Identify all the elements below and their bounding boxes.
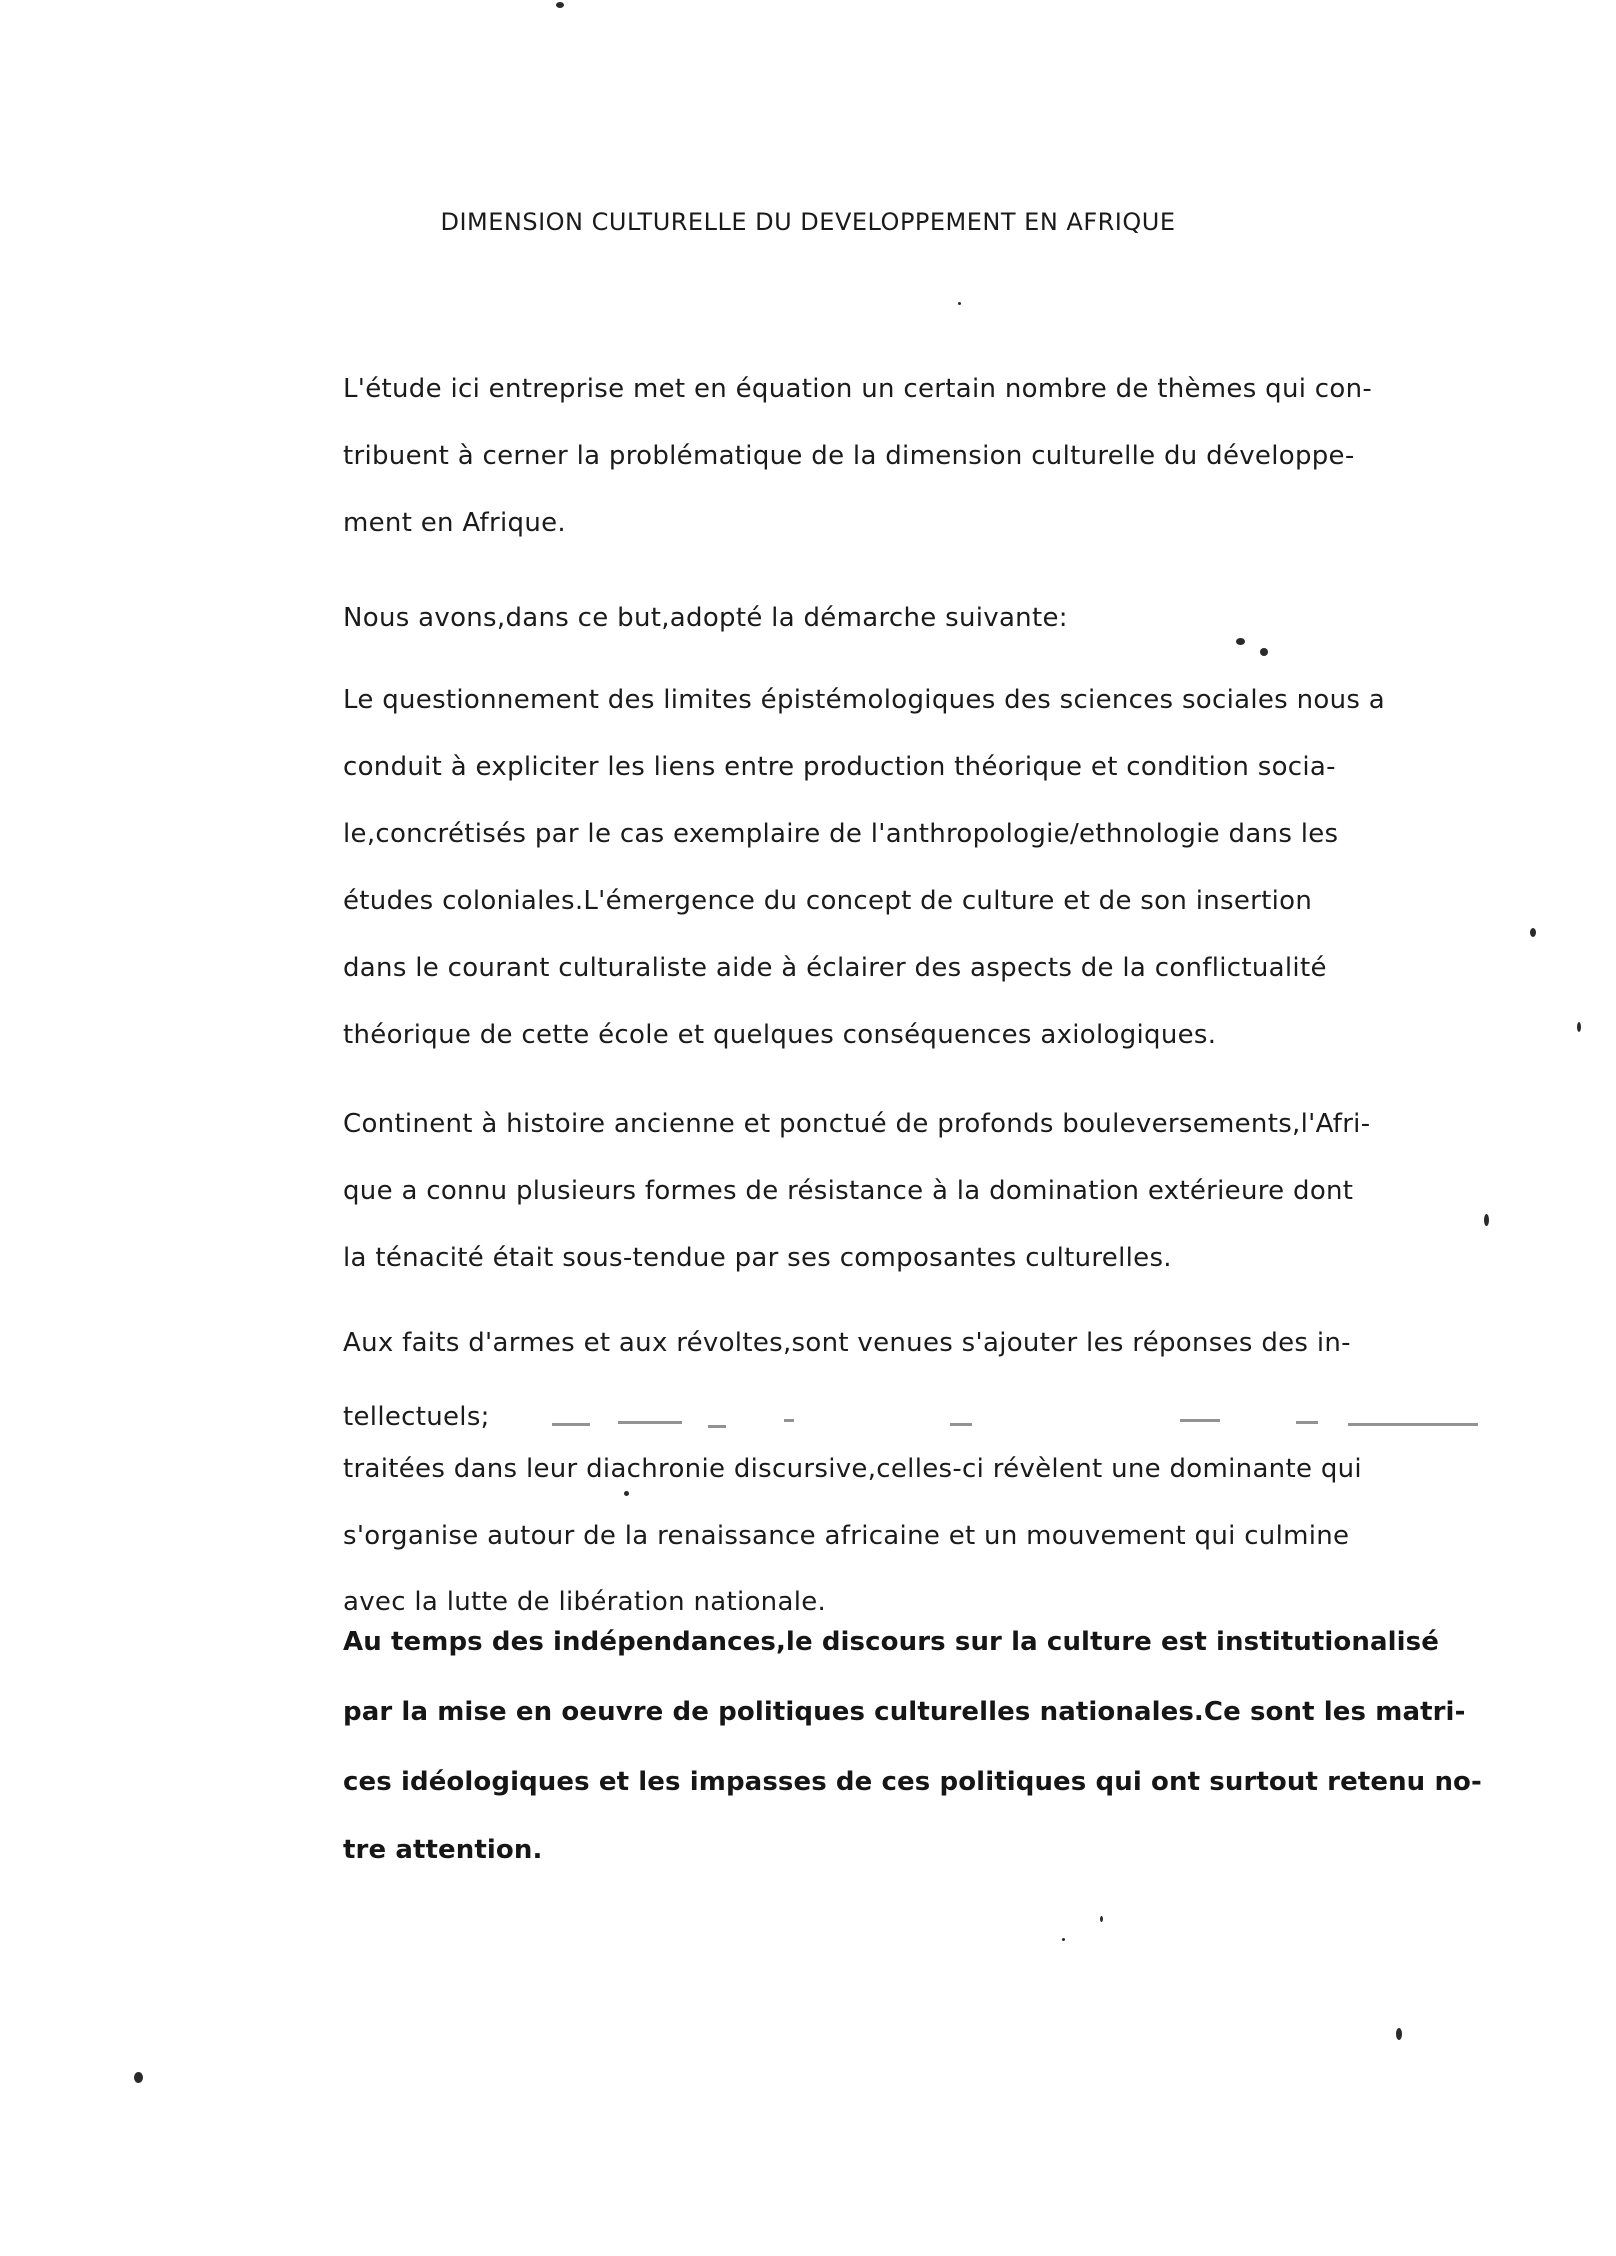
scan-speck	[1236, 638, 1245, 645]
scan-speck	[1530, 928, 1536, 937]
text-line: Continent à histoire ancienne et ponctué de profonds bouleversements,l'Afri-	[343, 1109, 1371, 1139]
text-line: Aux faits d'armes et aux révoltes,sont venues s'ajouter les réponses des in-	[343, 1328, 1351, 1358]
text-line: par la mise en oeuvre de politiques culturelles nationales.Ce sont les matri-	[343, 1697, 1466, 1727]
text-line: traitées dans leur diachronie discursive,celles-ci révèlent une dominante qui	[343, 1454, 1362, 1484]
text-line: tre attention.	[343, 1835, 543, 1865]
scan-speck	[1062, 1938, 1065, 1941]
scan-speck	[1577, 1022, 1581, 1032]
illegible-text-fragment	[548, 1413, 1516, 1439]
text-line: L'étude ici entreprise met en équation un certain nombre de thèmes qui con-	[343, 374, 1373, 404]
scan-speck	[624, 1491, 629, 1496]
text-line: ment en Afrique.	[343, 508, 566, 538]
text-line: avec la lutte de libération nationale.	[343, 1587, 827, 1617]
text-line: tribuent à cerner la problématique de la dimension culturelle du développe-	[343, 441, 1355, 471]
scan-speck	[556, 2, 564, 8]
text-line: que a connu plusieurs formes de résistance à la domination extérieure dont	[343, 1176, 1354, 1206]
scan-speck	[1100, 1916, 1103, 1922]
scan-speck	[1396, 2028, 1402, 2040]
document-title: DIMENSION CULTURELLE DU DEVELOPPEMENT EN AFRIQUE	[440, 208, 1176, 236]
text-line: Nous avons,dans ce but,adopté la démarche suivante:	[343, 603, 1068, 633]
text-line: études coloniales.L'émergence du concept de culture et de son insertion	[343, 886, 1313, 916]
text-line: le,concrétisés par le cas exemplaire de l'anthropologie/ethnologie dans les	[343, 819, 1339, 849]
text-line: dans le courant culturaliste aide à éclairer des aspects de la conflictualité	[343, 953, 1327, 983]
text-line: ces idéologiques et les impasses de ces politiques qui ont surtout retenu no-	[343, 1767, 1482, 1797]
scan-speck	[958, 302, 961, 305]
text-line: s'organise autour de la renaissance africaine et un mouvement qui culmine	[343, 1521, 1350, 1551]
text-line: Au temps des indépendances,le discours sur la culture est institutionalisé	[343, 1627, 1439, 1657]
text-line: tellectuels;	[343, 1402, 490, 1432]
scan-speck	[134, 2072, 143, 2083]
scan-speck	[1260, 648, 1268, 656]
text-line: conduit à expliciter les liens entre production théorique et condition socia-	[343, 752, 1336, 782]
text-line: Le questionnement des limites épistémologiques des sciences sociales nous a	[343, 685, 1385, 715]
text-line: théorique de cette école et quelques conséquences axiologiques.	[343, 1020, 1217, 1050]
scan-speck	[1484, 1214, 1489, 1226]
text-line: la ténacité était sous-tendue par ses composantes culturelles.	[343, 1243, 1172, 1273]
